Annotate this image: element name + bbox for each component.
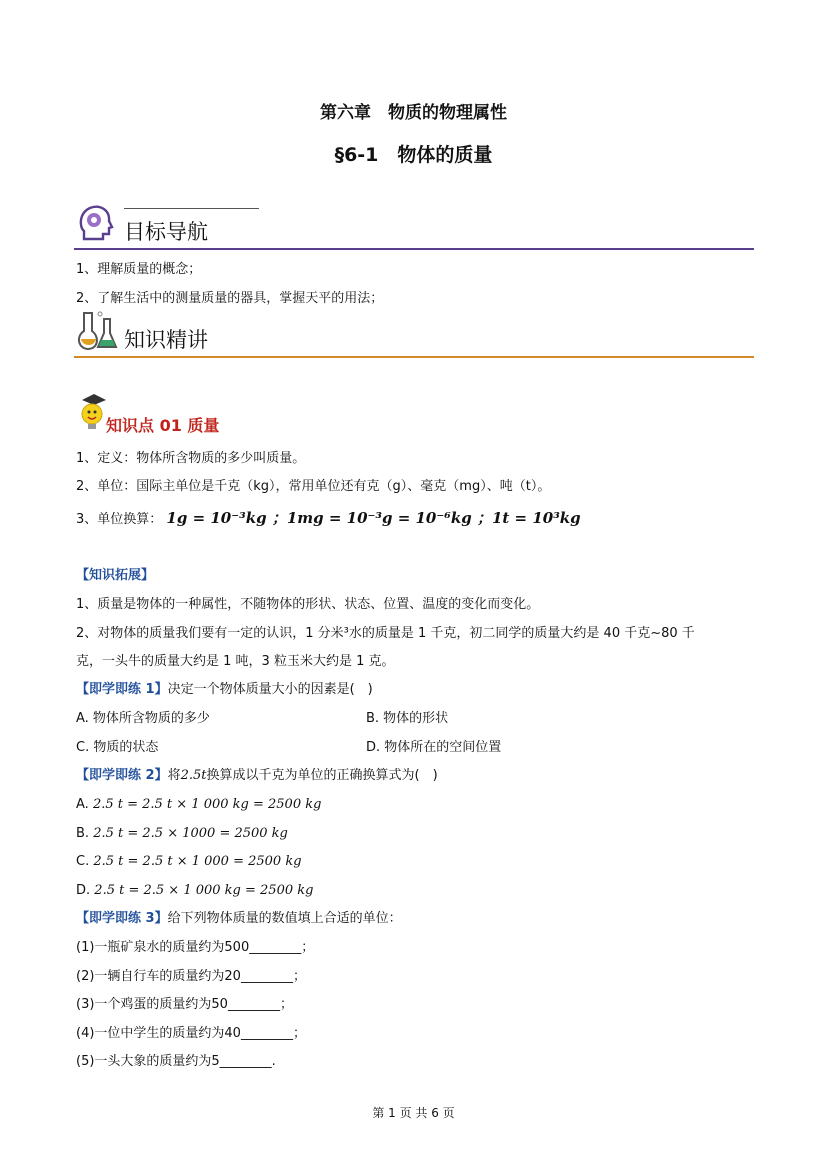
goals-banner-title: 目标导航 (124, 220, 208, 244)
definition-text: 1、定义：物体所含物质的多少叫质量。 (76, 451, 306, 466)
lightbulb-mascot-icon (76, 392, 110, 436)
question-3-tag: 【即学即练 3】 (76, 911, 168, 926)
conversion-formula: 1g = 10⁻³kg ；1mg = 10⁻³g = 10⁻⁶kg ；1t = 10³kg (166, 509, 581, 527)
q1-option-d: D. 物体所在的空间位置 (366, 740, 502, 755)
banner-top-rule (124, 208, 259, 209)
q3-item-2: (2)一辆自行车的质量约为20________； (76, 969, 306, 984)
extension-paragraph-2a: 2、对物体的质量我们要有一定的认识，1 分米³水的质量是 1 千克，初二同学的质量大约是 40 千克~80 千 (76, 626, 695, 641)
question-3 (76, 910, 402, 928)
question-3-stem: 给下列物体质量的数值填上合适的单位： (167, 911, 402, 926)
q3-item-3: (3)一个鸡蛋的质量约为50________； (76, 997, 293, 1012)
conversion-line (76, 509, 581, 529)
q1-option-b: B. 物体的形状 (366, 711, 449, 726)
question-1-stem: 决定一个物体质量大小的因素是( ) (167, 682, 373, 697)
q2-option-c-text: 2.5 t = 2.5 t × 1 000 = 2500 kg (93, 854, 302, 869)
q2-option-d-text: 2.5 t = 2.5 × 1 000 kg = 2500 kg (94, 883, 314, 898)
question-2-tag: 【即学即练 2】 (76, 768, 168, 783)
q3-item-5: (5)一头大象的质量约为5________. (76, 1054, 276, 1069)
brain-head-icon (76, 203, 116, 247)
section-title: §6-1 物体的质量 (334, 144, 493, 166)
q3-item-1: (1)一瓶矿泉水的质量约为500________； (76, 940, 315, 955)
q2-option-c-label: C. (76, 854, 90, 869)
extension-paragraph-1: 1、质量是物体的一种属性，不随物体的形状、状态、位置、温度的变化而变化。 (76, 597, 540, 612)
q1-option-c: C. 物质的状态 (76, 740, 159, 755)
knowledge-banner-title: 知识精讲 (124, 328, 208, 352)
chapter-title: 第六章 物质的物理属性 (320, 103, 507, 123)
q2-option-b-text: 2.5 t = 2.5 × 1000 = 2500 kg (93, 826, 288, 841)
question-2-stem-math: 2.5t (180, 768, 207, 783)
lab-flask-icon (76, 309, 120, 355)
q2-option-c (76, 853, 302, 871)
q2-option-b (76, 825, 288, 843)
q2-option-a-label: A. (76, 797, 89, 812)
goal-item-1: 1、理解质量的概念； (76, 262, 202, 277)
banner-rule (74, 248, 754, 250)
knowledge-banner (74, 314, 754, 358)
conversion-label: 3、单位换算： (76, 512, 163, 527)
knowledge-point-title: 知识点 01 质量 (106, 416, 220, 435)
q1-option-a: A. 物体所含物质的多少 (76, 711, 210, 726)
q2-option-d-label: D. (76, 883, 91, 898)
extension-paragraph-2b: 克，一头牛的质量大约是 1 吨，3 粒玉米大约是 1 克。 (76, 654, 395, 669)
question-2-stem-pre: 将 (167, 768, 181, 783)
question-2-stem-post: 换算成以千克为单位的正确换算式为( ) (206, 768, 438, 783)
q3-item-4: (4)一位中学生的质量约为40________； (76, 1026, 306, 1041)
q2-option-a (76, 796, 321, 814)
q2-option-d (76, 882, 313, 900)
banner-rule (74, 356, 754, 358)
extension-heading: 【知识拓展】 (76, 568, 155, 583)
question-1 (76, 681, 373, 699)
page-footer: 第 1 页 共 6 页 (372, 1106, 455, 1120)
unit-text: 2、单位：国际主单位是千克（kg），常用单位还有克（g）、毫克（mg）、吨（t）。 (76, 479, 551, 494)
goals-banner (74, 206, 754, 250)
q2-option-a-text: 2.5 t = 2.5 t × 1 000 kg = 2500 kg (92, 797, 322, 812)
goal-item-2: 2、了解生活中的测量质量的器具，掌握天平的用法； (76, 291, 384, 306)
question-2 (76, 767, 438, 785)
question-1-tag: 【即学即练 1】 (76, 682, 168, 697)
q2-option-b-label: B. (76, 826, 90, 841)
